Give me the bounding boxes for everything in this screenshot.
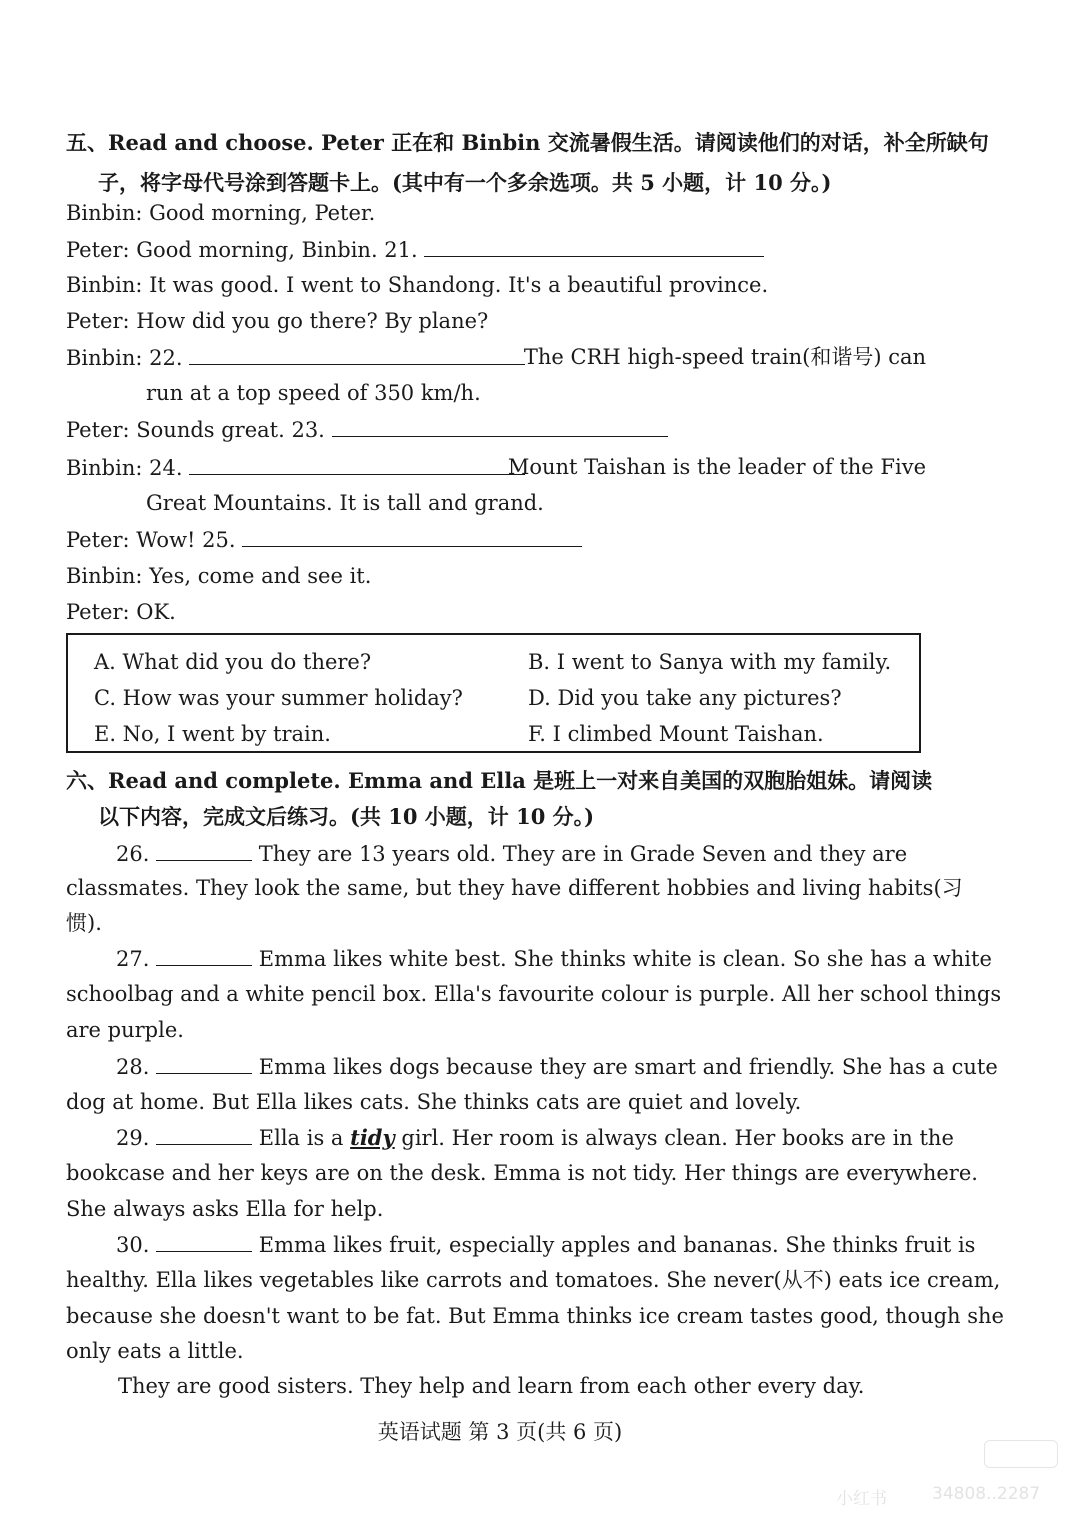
section6-heading-cont: 以下内容，完成文后练习。(共 10 小题，计 10 分。) bbox=[98, 804, 595, 829]
paragraph-line: 惯). bbox=[66, 911, 102, 935]
option-b: B. I went to Sanya with my family. bbox=[528, 650, 892, 674]
dialogue-line: run at a top speed of 350 km/h. bbox=[146, 381, 481, 405]
answer-blank-30[interactable] bbox=[156, 1229, 252, 1252]
dialogue-line: Binbin: It was good. I went to Shandong. It's a beautiful province. bbox=[66, 273, 769, 297]
paragraph-28: 28. Emma likes dogs because they are smart and friendly. She has a cute bbox=[116, 1051, 924, 1082]
closing-line: They are good sisters. They help and learn from each other every day. bbox=[118, 1374, 865, 1398]
answer-blank-21[interactable] bbox=[424, 234, 764, 257]
answer-blank-23[interactable] bbox=[332, 414, 668, 437]
paragraph-line: dog at home. But Ella likes cats. She thinks cats are quiet and lovely. bbox=[66, 1090, 802, 1114]
paragraph-27: 27. Emma likes white best. She thinks white is clean. So she has a white bbox=[116, 943, 924, 974]
answer-blank-24[interactable] bbox=[189, 452, 525, 475]
paragraph-line: because she doesn't want to be fat. But Emma thinks ice cream tastes good, though she bbox=[66, 1304, 1004, 1328]
option-a: A. What did you do there? bbox=[94, 650, 372, 674]
dialogue-line: Binbin: Yes, come and see it. bbox=[66, 564, 372, 588]
options-box bbox=[66, 633, 921, 753]
dialogue-line: Peter: OK. bbox=[66, 600, 176, 624]
dialogue-line: Great Mountains. It is tall and grand. bbox=[146, 491, 544, 515]
watermark-text: 小红书 bbox=[836, 1489, 887, 1509]
section5-heading-cont: 子，将字母代号涂到答题卡上。(其中有一个多余选项。共 5 小题，计 10 分。) bbox=[98, 170, 832, 195]
answer-blank-26[interactable] bbox=[156, 838, 252, 861]
dialogue-line: Peter: Sounds great. 23. bbox=[66, 414, 926, 445]
watermark-id: 34808..2287 bbox=[932, 1484, 1041, 1504]
option-e: E. No, I went by train. bbox=[94, 722, 331, 746]
paragraph-29: 29. Ella is a tidy girl. Her room is always clean. Her books are in the bbox=[116, 1122, 924, 1153]
paragraph-30: 30. Emma likes fruit, especially apples and bananas. She thinks fruit is bbox=[116, 1229, 924, 1260]
answer-blank-28[interactable] bbox=[156, 1051, 252, 1074]
paragraph-line: only eats a little. bbox=[66, 1339, 244, 1363]
answer-blank-25[interactable] bbox=[242, 524, 582, 547]
paragraph-line: classmates. They look the same, but they have different hobbies and living habits(习 bbox=[66, 876, 963, 900]
paragraph-26: 26. They are 13 years old. They are in Grade Seven and they are bbox=[116, 838, 924, 869]
page-footer: 英语试题 第 3 页(共 6 页) bbox=[377, 1420, 623, 1444]
keyword-tidy: tidy bbox=[350, 1125, 395, 1150]
option-c: C. How was your summer holiday? bbox=[94, 686, 463, 710]
paragraph-line: healthy. Ella likes vegetables like carrots and tomatoes. She never(从不) eats ice cream, bbox=[66, 1268, 1001, 1292]
paragraph-line: bookcase and her keys are on the desk. Emma is not tidy. Her things are everywhere. bbox=[66, 1161, 978, 1185]
answer-blank-27[interactable] bbox=[156, 943, 252, 966]
section6-heading: 六、Read and complete. Emma and Ella 是班上一对来自美国的双胞胎姐妹。请阅读 bbox=[66, 768, 933, 793]
section5-heading: 五、Read and choose. Peter 正在和 Binbin 交流暑假生活。请阅读他们的对话，补全所缺句 bbox=[66, 130, 989, 155]
dialogue-line: Peter: Wow! 25. bbox=[66, 524, 926, 555]
option-f: F. I climbed Mount Taishan. bbox=[528, 722, 824, 746]
watermark-logo bbox=[984, 1440, 1058, 1468]
dialogue-line: Binbin: Good morning, Peter. bbox=[66, 201, 376, 225]
paragraph-line: schoolbag and a white pencil box. Ella's favourite colour is purple. All her school things bbox=[66, 982, 1002, 1006]
paragraph-line: She always asks Ella for help. bbox=[66, 1197, 384, 1221]
option-d: D. Did you take any pictures? bbox=[528, 686, 842, 710]
dialogue-line: Binbin: 24. Mount Taishan is the leader of the Five bbox=[66, 452, 926, 483]
answer-blank-29[interactable] bbox=[156, 1122, 252, 1145]
dialogue-line: Peter: How did you go there? By plane? bbox=[66, 309, 489, 333]
answer-blank-22[interactable] bbox=[189, 342, 525, 365]
paragraph-line: are purple. bbox=[66, 1018, 184, 1042]
dialogue-line: Binbin: 22. The CRH high-speed train(和谐号) can bbox=[66, 342, 926, 373]
dialogue-line: Peter: Good morning, Binbin. 21. bbox=[66, 234, 926, 265]
